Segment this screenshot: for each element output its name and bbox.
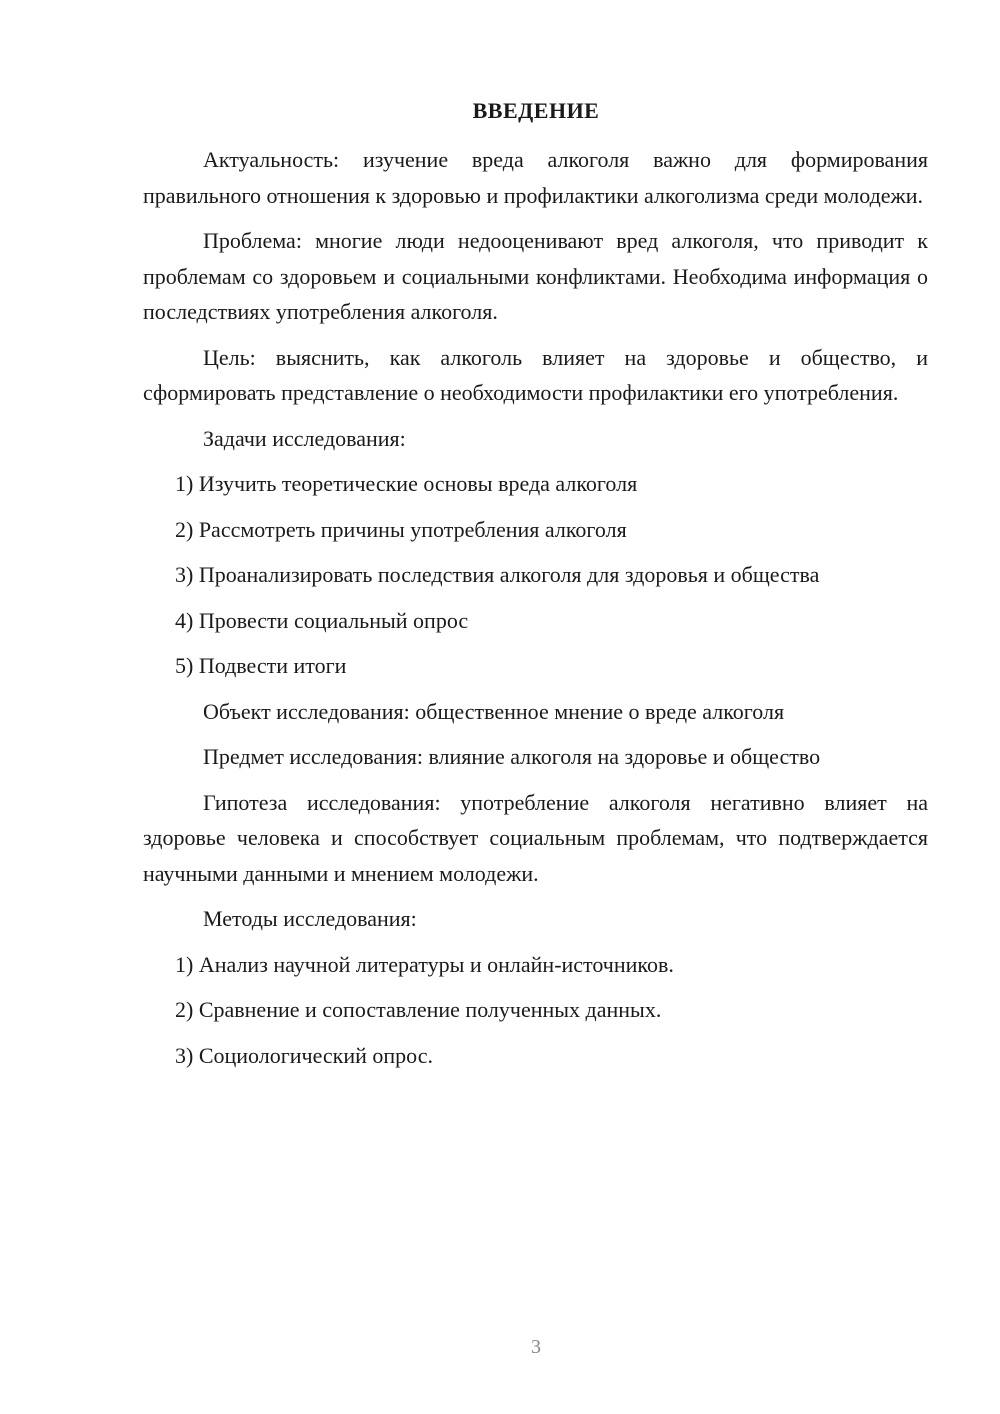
tasks-list	[143, 466, 928, 684]
list-item: 5) Подвести итоги	[175, 653, 347, 678]
list-item: 2) Сравнение и сопоставление полученных данных.	[175, 997, 662, 1022]
methods-list	[143, 947, 928, 1074]
tasks-title: Задачи исследования:	[203, 425, 406, 451]
methods-title: Методы исследования:	[203, 906, 417, 931]
list-item: 3) Социологический опрос.	[175, 1042, 433, 1068]
page-number: 3	[531, 1336, 541, 1358]
list-item: 1) Изучить теоретические основы вреда алкоголя	[175, 471, 638, 496]
goal-paragraph: Цель: выяснить, как алкоголь влияет на здоровье и общество, и сформировать представление о необходимости профилактики его употребления.	[143, 344, 928, 405]
page-title: ВВЕДЕНИЕ	[472, 98, 600, 123]
relevance-paragraph: Актуальность: изучение вреда алкоголя важно для формирования правильного отношения к здоровью и профилактики алкоголизма среди молодежи.	[143, 147, 928, 208]
list-item: 2) Рассмотреть причины употребления алкоголя	[175, 516, 627, 542]
document-body	[143, 142, 928, 1083]
list-item: 4) Провести социальный опрос	[175, 607, 469, 633]
problem-paragraph: Проблема: многие люди недооценивают вред алкоголя, что приводит к проблемам со здоровьем и социальными конфликтами. Необходима информация о последствиях употребления алкоголя.	[143, 228, 928, 324]
hypothesis-paragraph: Гипотеза исследования: употребление алкоголя негативно влияет на здоровье человека и способствует социальным проблемам, что подтверждается научными данными и мнением молодежи.	[143, 789, 928, 886]
list-item: 1) Анализ научной литературы и онлайн-источников.	[175, 951, 674, 977]
list-item: 3) Проанализировать последствия алкоголя для здоровья и общества	[175, 562, 820, 587]
object-paragraph: Объект исследования: общественное мнение о вреде алкоголя	[203, 698, 785, 724]
subject-paragraph: Предмет исследования: влияние алкоголя на здоровье и общество	[203, 744, 821, 769]
